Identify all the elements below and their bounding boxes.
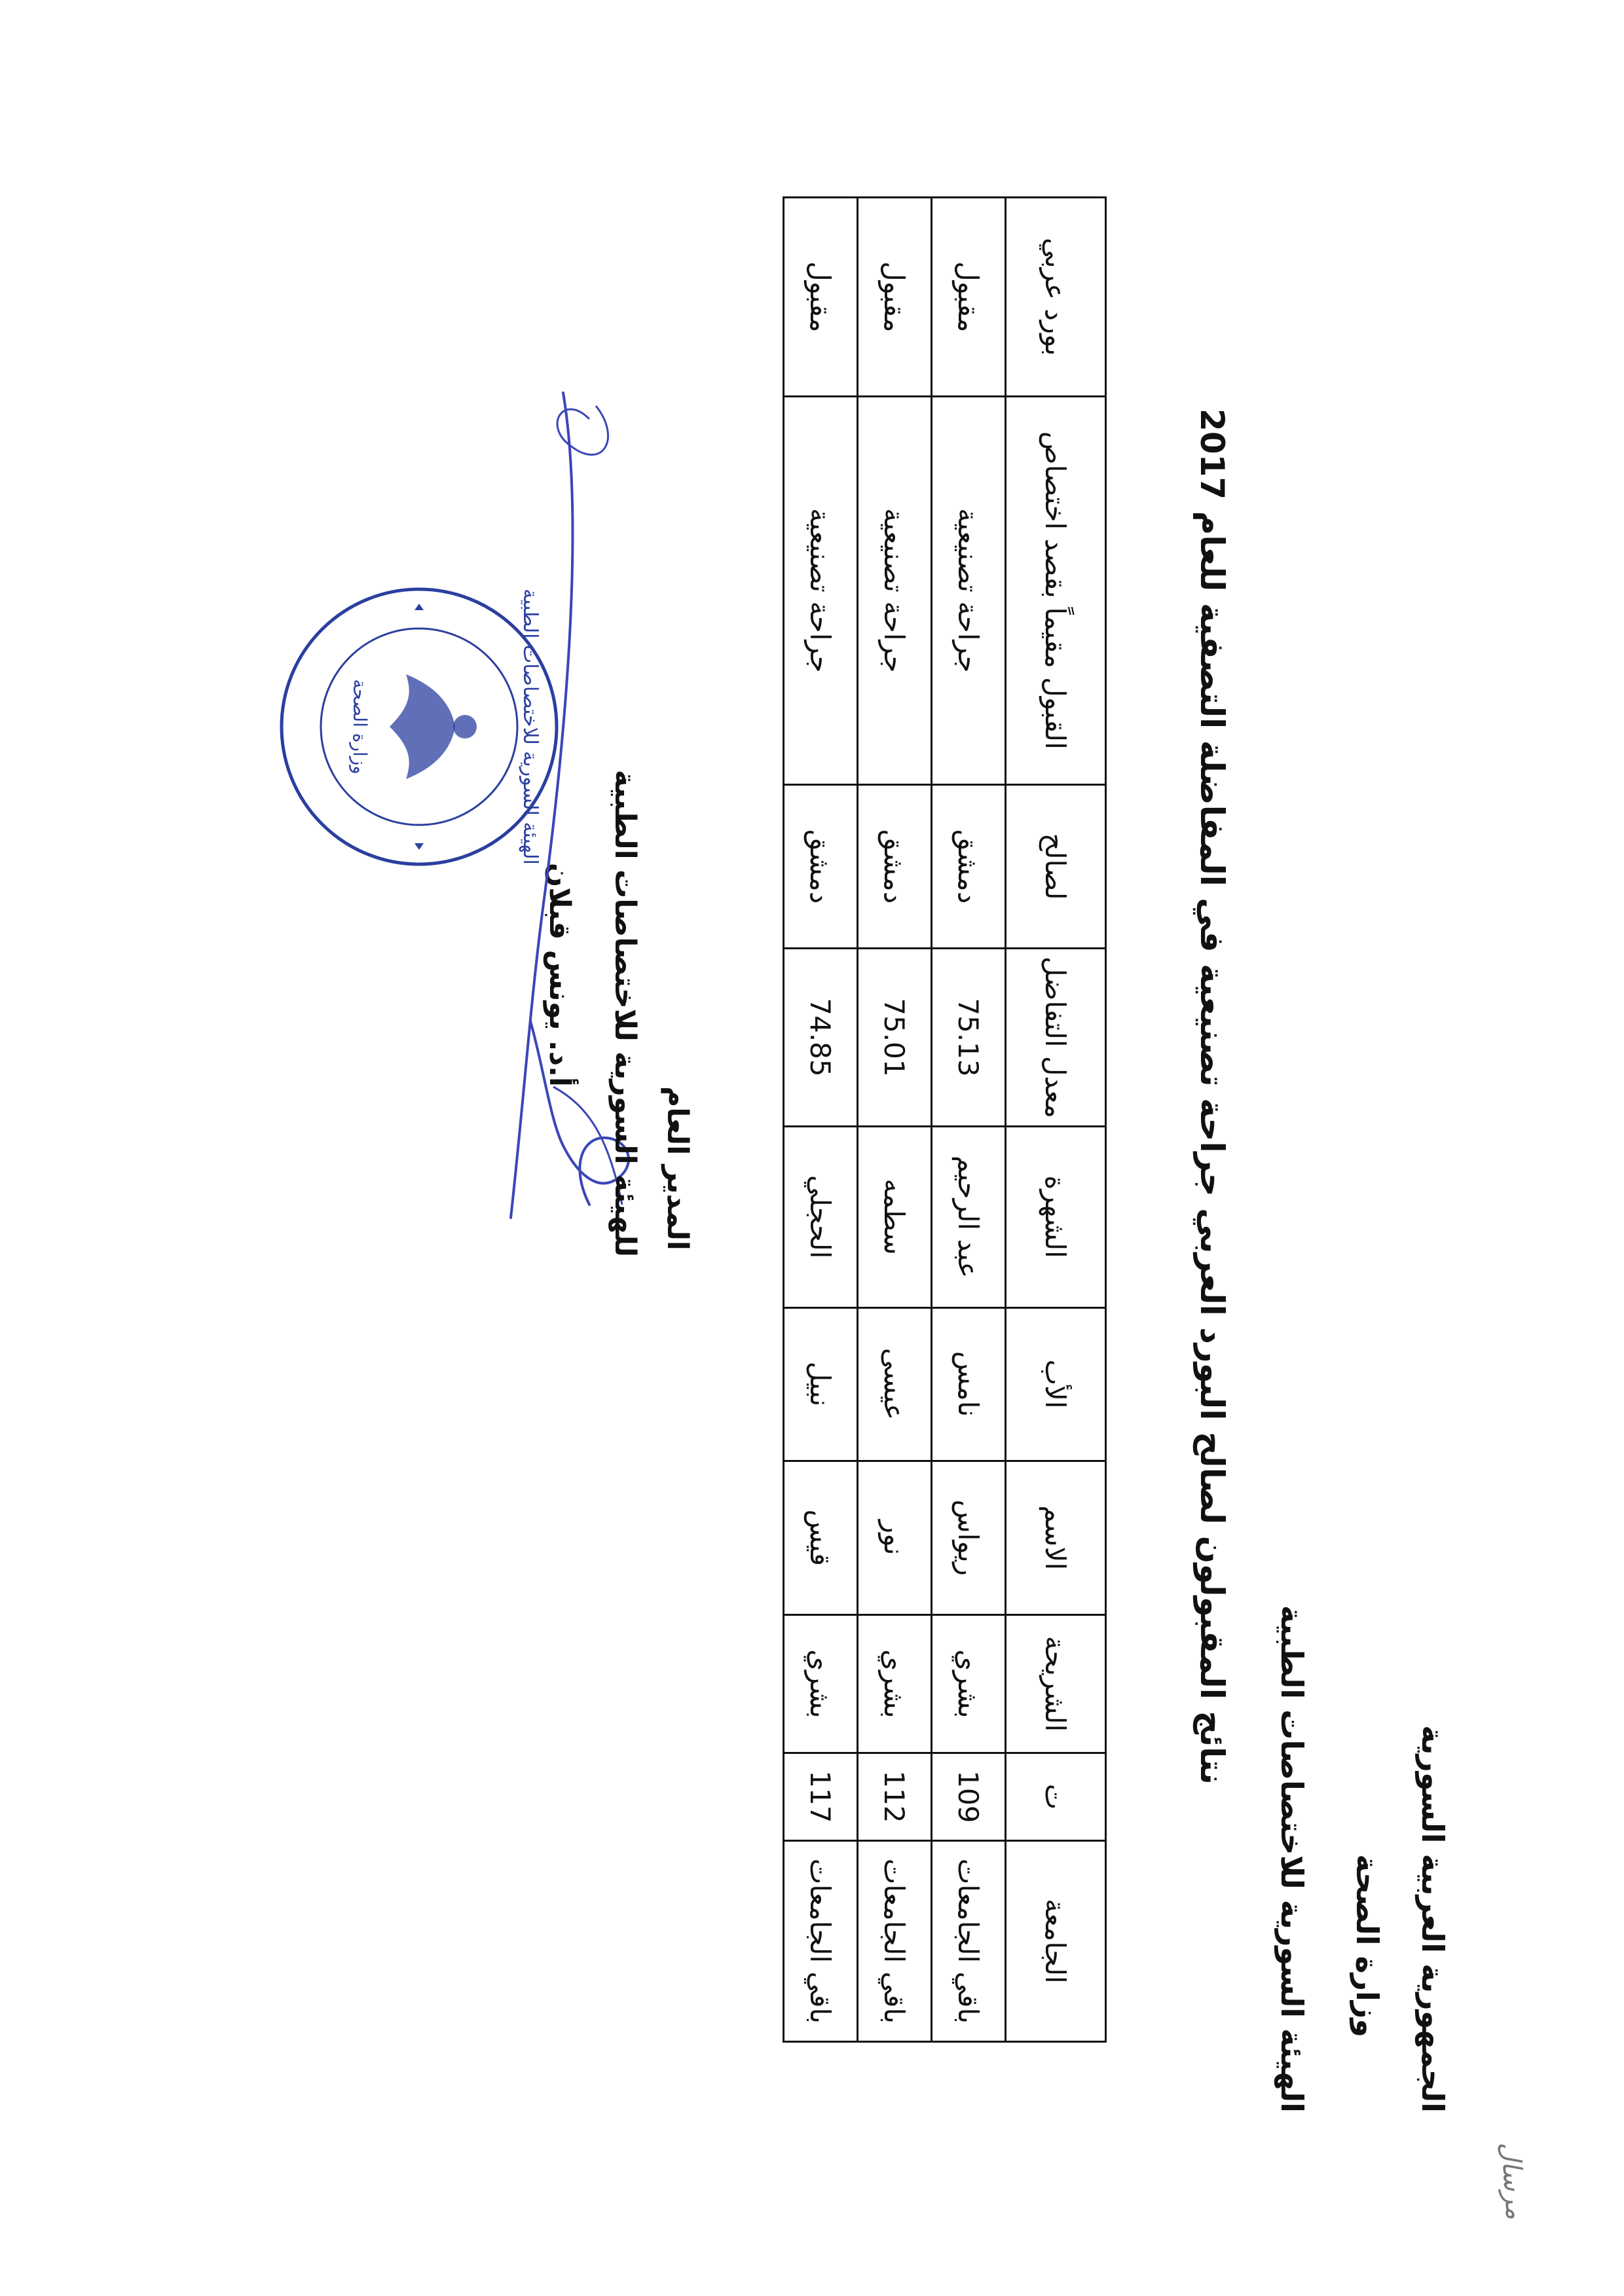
cell-father: نامس	[932, 1307, 1006, 1461]
cell-surname: الحجلي	[784, 1126, 858, 1307]
cell-for: دمشق	[932, 784, 1006, 948]
cell-university: باقي الجامعات	[932, 1840, 1006, 2041]
cell-number: 117	[784, 1753, 858, 1840]
cell-status: مقبول	[784, 198, 858, 397]
cell-category: بشري	[784, 1614, 858, 1753]
cell-status: مقبول	[932, 198, 1006, 397]
header-for: لصالح	[1006, 784, 1106, 948]
header-surname: الشهرة	[1006, 1126, 1106, 1307]
cell-surname: سطمه	[858, 1126, 932, 1307]
cell-specialty: جراحة تصنيعية	[784, 396, 858, 784]
cell-for: دمشق	[784, 784, 858, 948]
cell-father: عيسى	[858, 1307, 932, 1461]
director-title: المدير العام	[661, 1086, 694, 1250]
director-organization: للهيئة السورية للاختصاصات الطبية	[608, 769, 642, 1257]
table-header-row	[1006, 198, 1106, 2042]
cell-number: 112	[858, 1753, 932, 1840]
cell-name: نور	[858, 1461, 932, 1614]
cell-name: ريواس	[932, 1461, 1006, 1614]
cell-score: 75.13	[932, 949, 1006, 1126]
cell-father: نبيل	[784, 1307, 858, 1461]
table-row	[932, 198, 1006, 2042]
cell-university: باقي الجامعات	[784, 1840, 858, 2041]
document-title: نتائج المقبولون لصالح البورد العربي جراحة تصنيعية في المفاضلة التصفية للعام 2017	[1193, 409, 1231, 1785]
seal-ring-text: الهيئة السورية للاختصاصات الطبية	[519, 589, 542, 865]
commission-header: الهيئة السورية للاختصاصات الطبية	[1274, 1605, 1310, 2113]
cell-category: بشري	[932, 1614, 1006, 1753]
director-name: أ.د. يونس قبلان	[543, 862, 576, 1087]
results-table	[783, 196, 1107, 2043]
header-name: الاسم	[1006, 1461, 1106, 1614]
cell-name: قيس	[784, 1461, 858, 1614]
cell-specialty: جراحة تصنيعية	[932, 396, 1006, 784]
handwritten-note: مرسال	[1494, 2141, 1530, 2221]
header-university: الجامعة	[1006, 1840, 1106, 2041]
cell-university: باقي الجامعات	[858, 1840, 932, 2041]
header-arab-board: بورد عربي	[1006, 198, 1106, 397]
cell-for: دمشق	[858, 784, 932, 948]
header-number: ت	[1006, 1753, 1106, 1840]
cell-score: 75.01	[858, 949, 932, 1126]
cell-specialty: جراحة تصنيعية	[858, 396, 932, 784]
header-father: الأب	[1006, 1307, 1106, 1461]
header-category: الشريحة	[1006, 1614, 1106, 1753]
table-row	[784, 198, 858, 2042]
cell-score: 74.85	[784, 949, 858, 1126]
director-signature	[439, 380, 661, 1231]
header-score: معدل التفاضل	[1006, 949, 1106, 1126]
seal-center-text: وزارة الصحة	[349, 679, 371, 774]
republic-header: الجمهورية العربية السورية	[1415, 1725, 1450, 2113]
header-specialty: القبول مقيماً بقصد اختصاص	[1006, 396, 1106, 784]
cell-category: بشري	[858, 1614, 932, 1753]
cell-surname: عبد الرحيم	[932, 1126, 1006, 1307]
ministry-header: وزارة الصحة	[1350, 1854, 1385, 2037]
cell-number: 109	[932, 1753, 1006, 1840]
table-row	[858, 198, 932, 2042]
cell-status: مقبول	[858, 198, 932, 397]
